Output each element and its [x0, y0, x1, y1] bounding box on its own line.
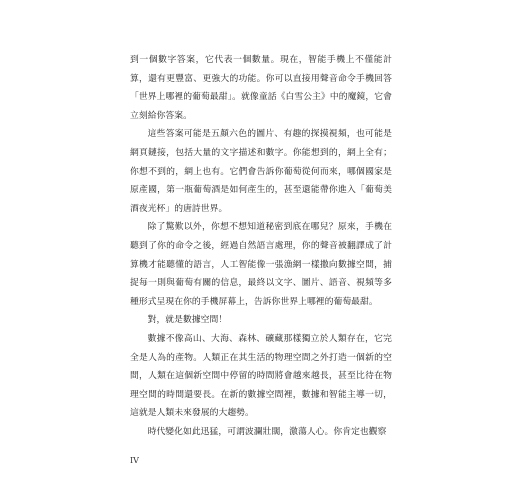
paragraph: 這些答案可能是五顏六色的圖片、有趣的探摸視頻，也可能是網頁鏈接，包括大量的文字描述和數字。你能想到的，網上全有；你想不到的，網上也有。它們會告訴你葡萄從何而來，哪個國家是原產國，第一瓶葡萄酒是如何產生的，甚至還能帶你進入「葡萄美酒夜光杯」的唐詩世界。 [130, 129, 392, 214]
paragraph: 到一個數字答案，它代表一個數量。現在，智能手機上不僅能計算，還有更豐富、更強大的功能。你可以直接用聲音命令手機回答「世界上哪裡的葡萄最甜」。就像童話《白雪公主》中的魔鏡，它會立刻給你答案。 [130, 55, 392, 121]
page-number: IV [130, 456, 139, 465]
paragraph: 除了驚歎以外，你想不想知道秘密到底在哪兒？原來，手機在聽到了你的命令之後，經過自然語言處理，你的聲音被翻譯成了計算機才能聽懂的語言，人工智能像一張漁網一樣撒向數據空間，捕捉每一則與葡萄有關的信息，最終以文字、圖片、語音、視頻等多種形式呈現在你的手機屏幕上，告訴你世界上哪裡的葡萄最甜。 [130, 222, 392, 307]
body-text [130, 51, 392, 441]
paragraph: 對，就是數據空間！ [147, 315, 228, 326]
paragraph: 數據不像高山、大海、森林、礦藏那樣獨立於人類存在，它完全是人為的產物。人類正在其生活的物理空間之外打造一個新的空間，人類在這個新空間中停留的時間將會越來越長，甚至比待在物理空間的時間還要長。在新的數據空間裡，數據和智能主導一切，這就是人類未來發展的大趨勢。 [130, 333, 392, 419]
paragraph: 時代變化如此迅猛，可謂波瀾壯闊，激蕩人心。你肯定也觀察 [147, 426, 387, 437]
